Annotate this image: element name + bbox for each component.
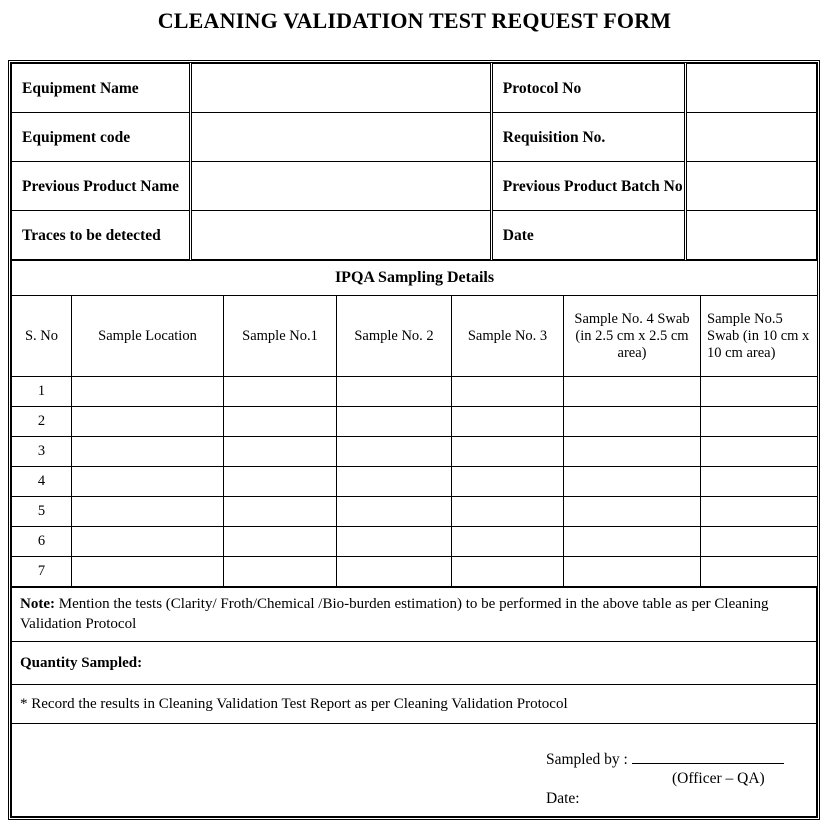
sampling-table bbox=[11, 260, 818, 587]
sample-3-cell[interactable] bbox=[452, 527, 564, 557]
column-header-sample-3: Sample No. 3 bbox=[452, 296, 564, 377]
table-row bbox=[12, 437, 818, 467]
quantity-row bbox=[12, 642, 817, 685]
row-number: 1 bbox=[12, 377, 72, 407]
requisition-no-field[interactable] bbox=[686, 113, 817, 162]
protocol-no-label: Protocol No bbox=[491, 64, 686, 113]
sample-1-cell[interactable] bbox=[224, 497, 337, 527]
sample-4-cell[interactable] bbox=[564, 437, 701, 467]
section-title-row bbox=[12, 261, 818, 296]
note-label: Note: bbox=[20, 596, 55, 612]
sample-1-cell[interactable] bbox=[224, 527, 337, 557]
equipment-code-label: Equipment code bbox=[12, 113, 191, 162]
column-header-sample-4: Sample No. 4 Swab (in 2.5 cm x 2.5 cm area) bbox=[564, 296, 701, 377]
sample-location-cell[interactable] bbox=[72, 407, 224, 437]
sample-4-cell[interactable] bbox=[564, 527, 701, 557]
sample-2-cell[interactable] bbox=[337, 407, 452, 437]
sample-5-cell[interactable] bbox=[701, 437, 818, 467]
sampled-by-label: Sampled by : bbox=[546, 751, 628, 768]
sample-4-cell[interactable] bbox=[564, 557, 701, 587]
note-row bbox=[12, 588, 817, 642]
equipment-name-label: Equipment Name bbox=[12, 64, 191, 113]
requisition-no-label: Requisition No. bbox=[491, 113, 686, 162]
table-row bbox=[12, 64, 817, 113]
signature-date-row bbox=[546, 790, 580, 808]
previous-product-name-label: Previous Product Name bbox=[12, 162, 191, 211]
column-header-sno: S. No bbox=[12, 296, 72, 377]
sampling-header-row bbox=[12, 296, 818, 377]
column-header-sample-2: Sample No. 2 bbox=[337, 296, 452, 377]
previous-product-batch-no-field[interactable] bbox=[686, 162, 817, 211]
sample-3-cell[interactable] bbox=[452, 557, 564, 587]
footer-table bbox=[11, 587, 817, 817]
sample-5-cell[interactable] bbox=[701, 407, 818, 437]
row-number: 3 bbox=[12, 437, 72, 467]
sample-location-cell[interactable] bbox=[72, 527, 224, 557]
table-row bbox=[12, 527, 818, 557]
previous-product-name-field[interactable] bbox=[190, 162, 491, 211]
row-number: 4 bbox=[12, 467, 72, 497]
record-results-note: * Record the results in Cleaning Validation Test Report as per Cleaning Validation Protocol bbox=[12, 685, 817, 724]
signature-cell bbox=[12, 724, 817, 817]
sample-2-cell[interactable] bbox=[337, 497, 452, 527]
sample-2-cell[interactable] bbox=[337, 377, 452, 407]
note-text: Mention the tests (Clarity/ Froth/Chemical /Bio-burden estimation) to be performed in the above table as per Cleaning Validation Protocol bbox=[20, 596, 769, 632]
cleaning-validation-form bbox=[8, 60, 820, 820]
sample-4-cell[interactable] bbox=[564, 467, 701, 497]
table-row bbox=[12, 377, 818, 407]
sample-5-cell[interactable] bbox=[701, 527, 818, 557]
date-label: Date bbox=[491, 211, 686, 260]
record-note-row bbox=[12, 685, 817, 724]
sample-4-cell[interactable] bbox=[564, 377, 701, 407]
sample-1-cell[interactable] bbox=[224, 467, 337, 497]
sample-3-cell[interactable] bbox=[452, 407, 564, 437]
sample-3-cell[interactable] bbox=[452, 497, 564, 527]
column-header-sample-5: Sample No.5 Swab (in 10 cm x 10 cm area) bbox=[701, 296, 818, 377]
table-row bbox=[12, 211, 817, 260]
column-header-sample-location: Sample Location bbox=[72, 296, 224, 377]
page-title: CLEANING VALIDATION TEST REQUEST FORM bbox=[157, 8, 672, 33]
sample-location-cell[interactable] bbox=[72, 467, 224, 497]
equipment-name-field[interactable] bbox=[190, 64, 491, 113]
sample-location-cell[interactable] bbox=[72, 437, 224, 467]
sample-2-cell[interactable] bbox=[337, 527, 452, 557]
sample-2-cell[interactable] bbox=[337, 467, 452, 497]
sampled-by-row bbox=[546, 750, 784, 769]
officer-qa-caption: (Officer – QA) bbox=[672, 770, 765, 787]
sample-4-cell[interactable] bbox=[564, 497, 701, 527]
table-row bbox=[12, 557, 818, 587]
traces-to-be-detected-field[interactable] bbox=[190, 211, 491, 260]
identification-table bbox=[11, 63, 817, 260]
signature-row bbox=[12, 724, 817, 817]
table-row bbox=[12, 162, 817, 211]
note-cell bbox=[12, 588, 817, 642]
ipqa-section-title: IPQA Sampling Details bbox=[12, 261, 818, 296]
signature-block bbox=[12, 724, 816, 816]
signature-date-label: Date: bbox=[546, 790, 580, 807]
table-row bbox=[12, 497, 818, 527]
sample-2-cell[interactable] bbox=[337, 557, 452, 587]
sample-3-cell[interactable] bbox=[452, 467, 564, 497]
row-number: 7 bbox=[12, 557, 72, 587]
sample-2-cell[interactable] bbox=[337, 437, 452, 467]
sample-1-cell[interactable] bbox=[224, 437, 337, 467]
sample-5-cell[interactable] bbox=[701, 377, 818, 407]
date-field[interactable] bbox=[686, 211, 817, 260]
table-row bbox=[12, 467, 818, 497]
quantity-sampled-cell[interactable] bbox=[12, 642, 817, 685]
row-number: 2 bbox=[12, 407, 72, 437]
sample-location-cell[interactable] bbox=[72, 497, 224, 527]
traces-to-be-detected-label: Traces to be detected bbox=[12, 211, 191, 260]
equipment-code-field[interactable] bbox=[190, 113, 491, 162]
row-number: 6 bbox=[12, 527, 72, 557]
sample-1-cell[interactable] bbox=[224, 557, 337, 587]
sample-location-cell[interactable] bbox=[72, 377, 224, 407]
sampled-by-input[interactable] bbox=[632, 750, 784, 764]
column-header-sample-1: Sample No.1 bbox=[224, 296, 337, 377]
protocol-no-field[interactable] bbox=[686, 64, 817, 113]
sample-1-cell[interactable] bbox=[224, 377, 337, 407]
sample-1-cell[interactable] bbox=[224, 407, 337, 437]
row-number: 5 bbox=[12, 497, 72, 527]
previous-product-batch-no-label: Previous Product Batch No bbox=[491, 162, 686, 211]
sample-5-cell[interactable] bbox=[701, 497, 818, 527]
sample-3-cell[interactable] bbox=[452, 377, 564, 407]
sample-5-cell[interactable] bbox=[701, 467, 818, 497]
table-row bbox=[12, 113, 817, 162]
table-row bbox=[12, 407, 818, 437]
sample-5-cell[interactable] bbox=[701, 557, 818, 587]
sample-3-cell[interactable] bbox=[452, 437, 564, 467]
sample-location-cell[interactable] bbox=[72, 557, 224, 587]
quantity-sampled-label: Quantity Sampled: bbox=[20, 654, 143, 671]
sample-4-cell[interactable] bbox=[564, 407, 701, 437]
